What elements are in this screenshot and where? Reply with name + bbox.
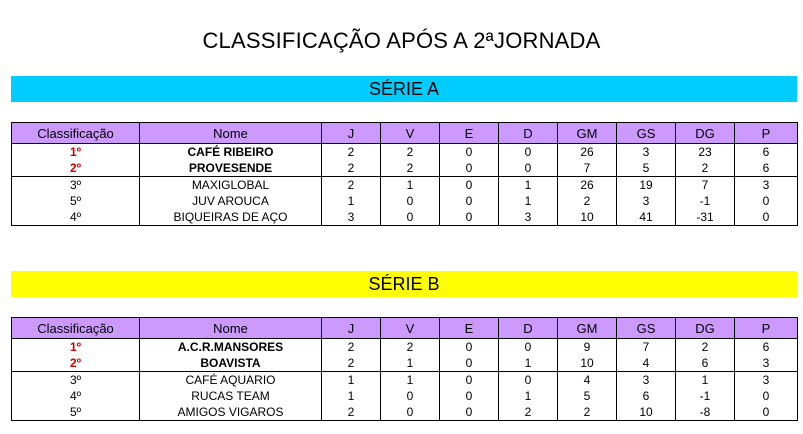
table-header-row [12, 318, 798, 339]
cell-j: 1 [322, 388, 381, 404]
cell-d: 0 [499, 339, 558, 356]
col-header-d: D [499, 123, 558, 144]
cell-classificacao: 1º [12, 339, 140, 356]
cell-v: 0 [381, 193, 440, 209]
col-header-gs: GS [617, 123, 676, 144]
col-header-v: V [381, 123, 440, 144]
cell-j: 2 [322, 404, 381, 421]
cell-d: 2 [499, 404, 558, 421]
cell-gs: 3 [617, 193, 676, 209]
cell-classificacao: 4º [12, 209, 140, 226]
cell-dg: 6 [676, 355, 735, 372]
cell-d: 1 [499, 177, 558, 194]
col-header-d: D [499, 318, 558, 339]
cell-v: 2 [381, 160, 440, 177]
cell-j: 2 [322, 339, 381, 356]
serie-a-table [11, 122, 798, 226]
cell-classificacao: 5º [12, 404, 140, 421]
cell-d: 3 [499, 209, 558, 226]
col-header-dg: DG [676, 123, 735, 144]
cell-v: 0 [381, 404, 440, 421]
cell-gs: 41 [617, 209, 676, 226]
cell-d: 1 [499, 388, 558, 404]
col-header-p: P [735, 318, 798, 339]
cell-nome: AMIGOS VIGAROS [140, 404, 322, 421]
cell-gm: 10 [558, 209, 617, 226]
cell-v: 0 [381, 388, 440, 404]
cell-nome: RUCAS TEAM [140, 388, 322, 404]
cell-dg: 1 [676, 372, 735, 389]
cell-gm: 2 [558, 193, 617, 209]
cell-j: 2 [322, 177, 381, 194]
table-row [12, 355, 798, 372]
cell-nome: MAXIGLOBAL [140, 177, 322, 194]
table-row [12, 339, 798, 356]
cell-j: 3 [322, 209, 381, 226]
cell-gm: 4 [558, 372, 617, 389]
col-header-j: J [322, 318, 381, 339]
col-header-j: J [322, 123, 381, 144]
cell-p: 0 [735, 209, 798, 226]
cell-classificacao: 3º [12, 177, 140, 194]
col-header-gm: GM [558, 123, 617, 144]
table-row [12, 404, 798, 421]
cell-dg: 2 [676, 160, 735, 177]
cell-gm: 26 [558, 177, 617, 194]
table-row [12, 144, 798, 161]
cell-e: 0 [440, 355, 499, 372]
cell-j: 2 [322, 160, 381, 177]
cell-v: 1 [381, 372, 440, 389]
cell-p: 3 [735, 177, 798, 194]
cell-e: 0 [440, 193, 499, 209]
table-row [12, 193, 798, 209]
cell-e: 0 [440, 177, 499, 194]
cell-e: 0 [440, 372, 499, 389]
cell-j: 1 [322, 372, 381, 389]
cell-v: 1 [381, 355, 440, 372]
cell-classificacao: 2º [12, 355, 140, 372]
col-header-classificacao: Classificação [12, 318, 140, 339]
cell-p: 6 [735, 339, 798, 356]
cell-j: 2 [322, 144, 381, 161]
cell-dg: 23 [676, 144, 735, 161]
col-header-v: V [381, 318, 440, 339]
cell-d: 1 [499, 193, 558, 209]
cell-gs: 10 [617, 404, 676, 421]
cell-nome: JUV AROUCA [140, 193, 322, 209]
col-header-classificacao: Classificação [12, 123, 140, 144]
cell-nome: CAFÉ AQUARIO [140, 372, 322, 389]
table-row [12, 177, 798, 194]
page-title: CLASSIFICAÇÃO APÓS A 2ªJORNADA [202, 28, 601, 53]
cell-gm: 5 [558, 388, 617, 404]
cell-e: 0 [440, 339, 499, 356]
col-header-e: E [440, 123, 499, 144]
cell-e: 0 [440, 160, 499, 177]
col-header-nome: Nome [140, 318, 322, 339]
table-row [12, 372, 798, 389]
cell-d: 0 [499, 372, 558, 389]
cell-gs: 3 [617, 144, 676, 161]
serie-a-rows [12, 144, 798, 226]
cell-v: 1 [381, 177, 440, 194]
col-header-nome: Nome [140, 123, 322, 144]
cell-v: 2 [381, 144, 440, 161]
serie-b-rows [12, 339, 798, 421]
cell-gm: 2 [558, 404, 617, 421]
cell-dg: 2 [676, 339, 735, 356]
cell-p: 3 [735, 355, 798, 372]
table-row [12, 388, 798, 404]
col-header-e: E [440, 318, 499, 339]
cell-e: 0 [440, 144, 499, 161]
cell-gm: 10 [558, 355, 617, 372]
cell-nome: CAFÉ RIBEIRO [140, 144, 322, 161]
cell-gm: 26 [558, 144, 617, 161]
cell-v: 2 [381, 339, 440, 356]
table-row [12, 160, 798, 177]
col-header-gs: GS [617, 318, 676, 339]
cell-gs: 19 [617, 177, 676, 194]
cell-p: 3 [735, 372, 798, 389]
serie-b-banner: SÉRIE B [11, 271, 797, 297]
cell-d: 0 [499, 144, 558, 161]
cell-e: 0 [440, 209, 499, 226]
cell-d: 0 [499, 160, 558, 177]
serie-a-banner: SÉRIE A [11, 76, 797, 102]
col-header-gm: GM [558, 318, 617, 339]
cell-gs: 5 [617, 160, 676, 177]
cell-dg: -1 [676, 193, 735, 209]
cell-p: 0 [735, 404, 798, 421]
cell-nome: BOAVISTA [140, 355, 322, 372]
cell-classificacao: 5º [12, 193, 140, 209]
cell-gs: 6 [617, 388, 676, 404]
cell-j: 2 [322, 355, 381, 372]
table-row [12, 209, 798, 226]
cell-nome: PROVESENDE [140, 160, 322, 177]
cell-dg: -31 [676, 209, 735, 226]
cell-classificacao: 4º [12, 388, 140, 404]
cell-gm: 9 [558, 339, 617, 356]
cell-dg: -8 [676, 404, 735, 421]
cell-gm: 7 [558, 160, 617, 177]
cell-classificacao: 3º [12, 372, 140, 389]
col-header-dg: DG [676, 318, 735, 339]
cell-gs: 7 [617, 339, 676, 356]
cell-p: 0 [735, 193, 798, 209]
cell-gs: 4 [617, 355, 676, 372]
cell-gs: 3 [617, 372, 676, 389]
cell-nome: A.C.R.MANSORES [140, 339, 322, 356]
cell-classificacao: 2º [12, 160, 140, 177]
cell-nome: BIQUEIRAS DE AÇO [140, 209, 322, 226]
cell-classificacao: 1º [12, 144, 140, 161]
cell-j: 1 [322, 193, 381, 209]
cell-d: 1 [499, 355, 558, 372]
serie-b-table [11, 317, 798, 421]
cell-dg: 7 [676, 177, 735, 194]
cell-v: 0 [381, 209, 440, 226]
cell-e: 0 [440, 404, 499, 421]
cell-p: 6 [735, 160, 798, 177]
cell-p: 6 [735, 144, 798, 161]
cell-p: 0 [735, 388, 798, 404]
cell-dg: -1 [676, 388, 735, 404]
table-header-row [12, 123, 798, 144]
col-header-p: P [735, 123, 798, 144]
cell-e: 0 [440, 388, 499, 404]
